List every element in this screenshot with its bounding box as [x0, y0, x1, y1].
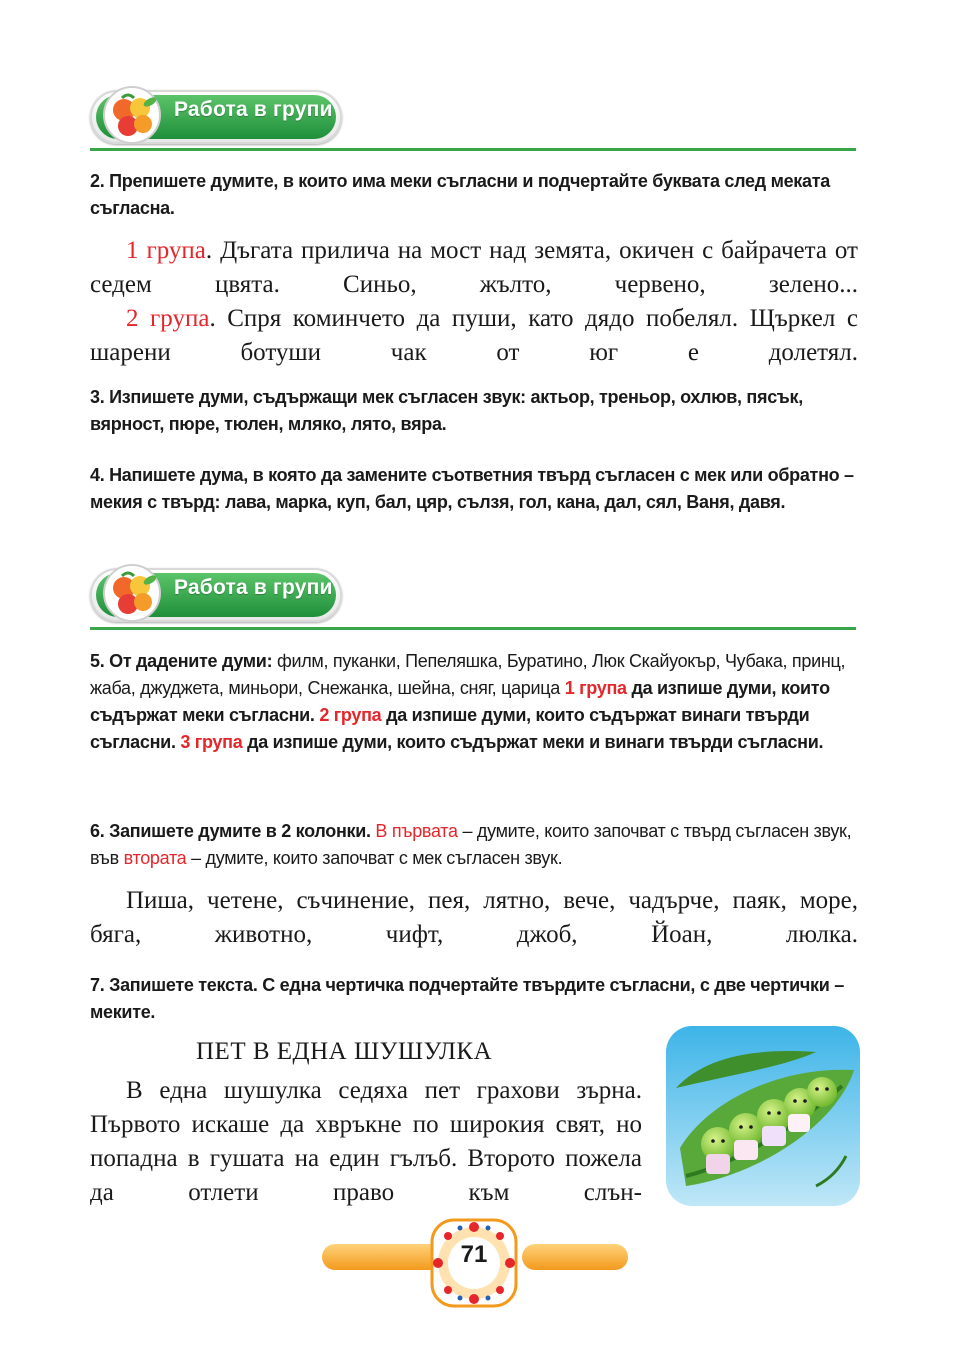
story-title: ПЕТ В ЕДНА ШУШУЛКА	[196, 1038, 493, 1065]
group-2-label: 2 група	[126, 305, 210, 332]
story-text: В една шушулка седяха пет грахови зърна. Първото искаше да хвръкне по широкия свят, но попадна в гушата на един гълъб. Второто пожела да отлети право към слън-	[90, 1077, 642, 1206]
task-4-instruction: 4. Напишете дума, в която да замените съответния твърд съгласен с мек или обратно – мекия с твърд: лава, марка, куп, бал, цяр, сълзя, гол, кана, дал, сял, Ваня, давя.	[90, 465, 854, 512]
task-7-instruction: 7. Запишете текста. С една чертичка подчертайте твърдите съгласни, с две чертички – меките.	[90, 975, 844, 1022]
task-2-texts	[90, 234, 858, 370]
section-divider	[90, 148, 856, 151]
group-2-text: 2 група. Спря коминчето да пуши, като дядо побелял. Щъркел с шарени ботуши чак от юг е долетял.	[90, 305, 858, 366]
badge-label: Работа в групи	[174, 98, 333, 121]
group-1-text: 1 група. Дъгата прилича на мост над земята, окичен с байрачета от седем цвята. Синьо, жълто, червено, зелено...	[90, 237, 858, 298]
group-work-badge	[90, 568, 342, 622]
task-3-instruction: 3. Изпишете думи, съдържащи мек съгласен звук: актьор, треньор, охлюв, пясък, вярност, пюре, тюлен, мляко, лято, вяра.	[90, 387, 803, 434]
page-ribbon-right	[522, 1244, 628, 1270]
fruits-icon	[98, 84, 178, 146]
group-1-label: 1 група	[126, 237, 206, 264]
section-divider	[90, 627, 856, 630]
group-work-badge	[90, 90, 342, 144]
page-ribbon-left	[322, 1244, 442, 1270]
page-number: 71	[460, 1241, 488, 1268]
fruits-icon	[98, 562, 178, 624]
task-6-instruction: 6. Запишете думите в 2 колонки. В първата – думите, които започват с твърд съгласен звук, във втората – думите, които започват с мек съгласен звук.	[90, 821, 852, 868]
task-6-words: Пиша, четене, съчинение, пея, лятно, вече, чадърче, паяк, море, бяга, животно, чифт, джоб, Йоан, люлка.	[90, 887, 858, 948]
task-2-instruction: 2. Препишете думите, в които има меки съгласни и подчертайте буквата след меката съгласна.	[90, 171, 830, 218]
pea-pod-illustration	[666, 1026, 860, 1206]
task-5-instruction: 5. От дадените думи: филм, пуканки, Пепеляшка, Буратино, Люк Скайуокър, Чубака, принц, жаба, джуджета, миньори, Снежанка, шейна, сняг, царица 1 група да изпише думи, които съдържат меки съгласни. 2 група да изпише думи, които съдържат винаги твърди съгласни. 3 група да изпише думи, които съдържат меки и винаги твърди съгласни.	[90, 651, 846, 752]
badge-label: Работа в групи	[174, 576, 333, 599]
